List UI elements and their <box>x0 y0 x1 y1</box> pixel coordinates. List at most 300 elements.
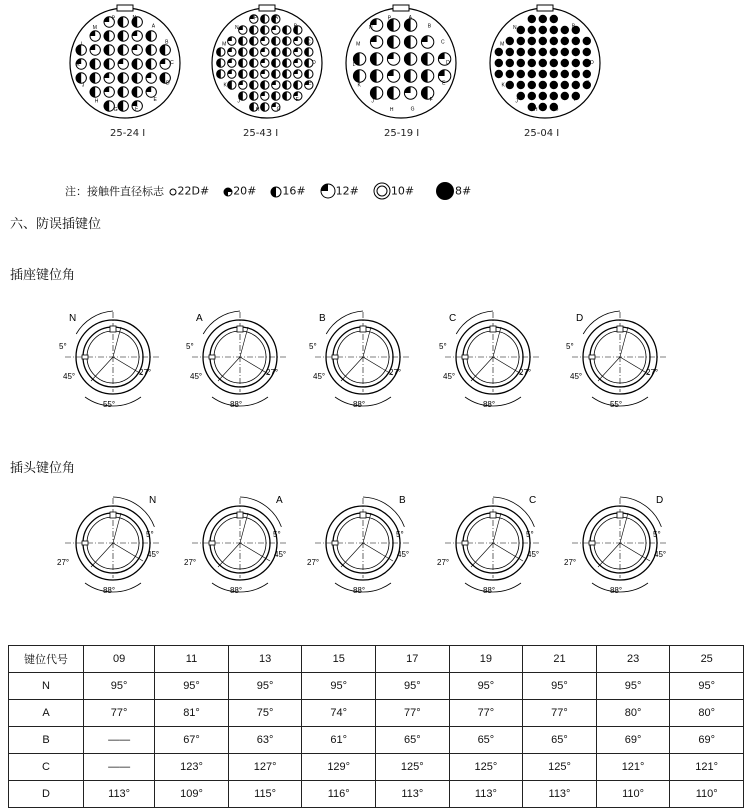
contact-pin <box>217 70 225 78</box>
left-angle: 45° <box>190 372 203 381</box>
contact-pin <box>550 70 558 78</box>
angle-cell: 65° <box>376 727 450 754</box>
pin-letter: F <box>135 106 139 113</box>
contact-pin <box>104 73 114 83</box>
angle-cell: 74° <box>302 700 376 727</box>
left-angle: 45° <box>527 550 540 559</box>
contact-pin <box>506 70 514 78</box>
contact-pin <box>90 45 100 55</box>
pin-letter: K <box>223 82 227 89</box>
pin-letter: G <box>410 106 415 113</box>
contact-pin <box>104 59 114 69</box>
contact-pin <box>495 70 503 78</box>
key-code: D <box>656 495 664 506</box>
angle-cell: 121° <box>596 754 670 781</box>
key-code: B <box>319 313 326 324</box>
angle-cell: 25 <box>670 646 744 673</box>
angle-cell: 95° <box>596 673 670 700</box>
contact-pin <box>261 26 269 34</box>
pin-letter: B <box>165 39 169 46</box>
contact-pin <box>250 70 258 78</box>
contact-pin <box>561 37 569 45</box>
contact-pin <box>528 26 536 34</box>
legend-10-icon <box>373 184 391 197</box>
small-angle: 5° <box>439 342 447 351</box>
contact-pin <box>561 92 569 100</box>
angle-cell: 116° <box>302 781 376 808</box>
legend-20-icon <box>223 185 233 198</box>
contact-pin <box>305 70 313 78</box>
key-code: B <box>399 495 406 506</box>
contact-pin <box>90 31 100 41</box>
pin-letter: J <box>515 98 518 105</box>
contact-pin <box>370 53 382 65</box>
angle-cell: 127° <box>228 754 302 781</box>
key-diagram <box>437 495 541 595</box>
contact-pin <box>261 81 269 89</box>
key-diagram <box>186 311 288 409</box>
angle-cell: 17 <box>376 646 450 673</box>
contact-pin <box>146 73 156 83</box>
left-angle: 45° <box>443 372 456 381</box>
left-angle: 45° <box>570 372 583 381</box>
pin-letter: C <box>441 39 445 46</box>
contact-pin <box>261 70 269 78</box>
key-code-cell: A <box>9 700 84 727</box>
key-diagram <box>439 311 541 409</box>
contact-pin <box>561 70 569 78</box>
contact-pin <box>239 59 247 67</box>
table-row <box>9 727 744 754</box>
pin-letter: N <box>132 14 137 21</box>
contact-pin <box>283 26 291 34</box>
contact-pin <box>370 70 382 82</box>
pin-letter: N <box>368 24 373 31</box>
contact-pin <box>261 59 269 67</box>
contact-pin <box>517 70 525 78</box>
contact-pin <box>561 26 569 34</box>
contact-pin <box>353 70 365 82</box>
left-angle: 45° <box>274 550 287 559</box>
angle-cell: 63° <box>228 727 302 754</box>
pin-letter: L <box>80 41 84 48</box>
contact-pin <box>118 31 128 41</box>
contact-pin <box>550 59 558 67</box>
small-angle: 5° <box>309 342 317 351</box>
contact-pin <box>228 81 236 89</box>
angle-cell: 95° <box>376 673 450 700</box>
contact-pin <box>517 59 525 67</box>
angle-cell: 109° <box>155 781 229 808</box>
contact-pin <box>528 70 536 78</box>
contact-pin <box>583 70 591 78</box>
contact-pin <box>132 31 142 41</box>
pin-letter: H <box>533 107 538 114</box>
contact-pin <box>283 37 291 45</box>
contact-pin <box>528 48 536 56</box>
contact-pin <box>550 48 558 56</box>
pin-letter: M <box>500 41 505 48</box>
contact-pin <box>239 26 247 34</box>
angle-cell: 115° <box>228 781 302 808</box>
bottom-angle: 55° <box>609 400 623 409</box>
angle-cell: 15 <box>302 646 376 673</box>
contact-pin <box>228 59 236 67</box>
contact-pin <box>228 37 236 45</box>
contact-pin <box>283 59 291 67</box>
contact-pin <box>539 81 547 89</box>
contact-pin <box>404 36 416 48</box>
angle-cell: 123° <box>155 754 229 781</box>
angle-cell: 95° <box>523 673 597 700</box>
contact-pin <box>539 48 547 56</box>
contact-pin <box>146 59 156 69</box>
pin-letter: J <box>81 82 85 89</box>
receptacle-title: 插座键位角 <box>10 268 76 283</box>
contact-pin <box>261 37 269 45</box>
contact-pin <box>539 59 547 67</box>
angle-cell: 95° <box>228 673 302 700</box>
pin-letter: C <box>585 39 589 46</box>
angle-cell: 77° <box>523 700 597 727</box>
small-angle: 5° <box>59 342 67 351</box>
contact-pin <box>506 48 514 56</box>
table-row <box>9 700 744 727</box>
contact-pin <box>132 73 142 83</box>
pin-letter: F <box>429 97 433 104</box>
angle-cell: 113° <box>376 781 450 808</box>
legend-12-label: 12# <box>335 184 359 198</box>
contact-pin <box>294 37 302 45</box>
contact-pin <box>528 37 536 45</box>
contact-pin <box>272 37 280 45</box>
contact-pin <box>495 48 503 56</box>
contact-pin <box>132 87 142 97</box>
angle-cell: 77° <box>449 700 523 727</box>
angle-cell: 80° <box>670 700 744 727</box>
contact-pin <box>261 48 269 56</box>
contact-pin <box>272 70 280 78</box>
table-header-row <box>9 646 744 673</box>
right-angle: 27° <box>307 558 320 567</box>
contact-pin <box>272 92 280 100</box>
bottom-angle: 88° <box>102 586 116 595</box>
pin-letter: P <box>111 15 116 22</box>
contact-pin <box>272 59 280 67</box>
contact-pin <box>550 37 558 45</box>
angle-cell: 95° <box>155 673 229 700</box>
angle-cell: —— <box>84 727 155 754</box>
pin-letter: D <box>166 80 170 87</box>
left-angle: 45° <box>397 550 410 559</box>
angle-cell: 95° <box>670 673 744 700</box>
angle-cell: 113° <box>84 781 155 808</box>
contact-pin <box>506 59 514 67</box>
legend-10-label: 10# <box>390 184 415 198</box>
contact-pin <box>250 81 258 89</box>
contact-pin <box>572 37 580 45</box>
pin-letter: E <box>586 80 590 87</box>
contact-pin <box>387 87 399 99</box>
key-code: A <box>196 313 203 324</box>
contact-pin <box>404 70 416 82</box>
contact-pin <box>517 81 525 89</box>
contact-pin <box>539 15 547 23</box>
contact-pin <box>118 17 128 27</box>
key-code: N <box>69 313 77 324</box>
legend-8-label: 8# <box>455 184 472 198</box>
angle-cell: 11 <box>155 646 229 673</box>
key-code: D <box>576 313 584 324</box>
layout-label: 25-43 I <box>243 128 279 139</box>
contact-pin <box>583 48 591 56</box>
contact-pin <box>550 81 558 89</box>
contact-pin <box>250 37 258 45</box>
angle-cell: 67° <box>155 727 229 754</box>
contact-pin <box>118 87 128 97</box>
contact-pin <box>572 81 580 89</box>
contact-legend <box>65 181 471 201</box>
angle-cell: 129° <box>302 754 376 781</box>
key-diagram <box>57 495 161 595</box>
table-row <box>9 673 744 700</box>
contact-pin <box>261 103 269 111</box>
pin-letter: D <box>590 59 594 66</box>
left-angle: 45° <box>654 550 667 559</box>
angle-cell: 113° <box>449 781 523 808</box>
pin-letter: H <box>255 107 260 114</box>
small-angle: 5° <box>653 530 661 539</box>
pin-letter: G <box>554 106 559 113</box>
contact-pin <box>421 53 433 65</box>
right-angle: 27° <box>646 368 659 377</box>
section-title: 六、防误插键位 <box>10 217 102 232</box>
pin-letter: A <box>552 14 557 21</box>
key-diagram <box>564 495 668 595</box>
key-code: A <box>276 495 283 506</box>
angle-cell: 09 <box>84 646 155 673</box>
contact-pin <box>132 45 142 55</box>
angle-cell: 77° <box>84 700 155 727</box>
contact-pin <box>283 92 291 100</box>
contact-pin <box>528 81 536 89</box>
contact-pin <box>517 26 525 34</box>
contact-pin <box>294 81 302 89</box>
contact-pin <box>387 70 399 82</box>
legend-16-label: 16# <box>282 184 306 198</box>
right-angle: 27° <box>564 558 577 567</box>
key-code: N <box>149 495 157 506</box>
key-code-cell: 键位代号 <box>9 646 84 673</box>
layout-diagram <box>346 5 456 118</box>
pin-letter: N <box>512 24 517 31</box>
pin-letter: L <box>352 62 356 69</box>
angle-cell: 69° <box>596 727 670 754</box>
right-angle: 27° <box>519 368 532 377</box>
angle-cell: —— <box>84 754 155 781</box>
contact-pin <box>294 59 302 67</box>
contact-pin <box>104 87 114 97</box>
contact-pin <box>572 48 580 56</box>
bottom-angle: 55° <box>102 400 116 409</box>
contact-pin <box>305 48 313 56</box>
small-angle: 5° <box>526 530 534 539</box>
contact-pin <box>283 81 291 89</box>
key-diagram <box>59 311 161 409</box>
key-code-cell: D <box>9 781 84 808</box>
small-angle: 5° <box>396 530 404 539</box>
pin-letter: K <box>501 82 505 89</box>
contact-pin <box>272 81 280 89</box>
layout-label: 25-04 I <box>524 128 560 139</box>
contact-pin <box>506 81 514 89</box>
key-diagram <box>566 311 668 409</box>
contact-pin <box>294 48 302 56</box>
pin-letter: L <box>496 62 500 69</box>
key-code-cell: B <box>9 727 84 754</box>
angle-cell: 69° <box>670 727 744 754</box>
contact-pin <box>387 53 399 65</box>
pin-letter: K <box>76 62 80 69</box>
contact-pin <box>272 26 280 34</box>
contact-pin <box>118 45 128 55</box>
layout-diagram <box>212 5 322 118</box>
key-angle-table <box>8 645 744 808</box>
contact-pin <box>272 48 280 56</box>
legend-12-icon <box>320 184 336 197</box>
pin-letter: L <box>218 62 222 69</box>
pin-letter: N <box>234 24 239 31</box>
contact-pin <box>228 48 236 56</box>
left-angle: 45° <box>147 550 160 559</box>
angle-cell: 23 <box>596 646 670 673</box>
contact-pin <box>228 70 236 78</box>
contact-pin <box>561 59 569 67</box>
contact-pin <box>118 101 128 111</box>
pin-letter: D <box>312 59 316 66</box>
contact-pin <box>250 92 258 100</box>
contact-pin <box>239 70 247 78</box>
pin-letter: A <box>274 14 279 21</box>
contact-pin <box>146 87 156 97</box>
contact-pin <box>539 70 547 78</box>
pin-letter: E <box>153 97 157 104</box>
table-row <box>9 781 744 808</box>
pin-letter: E <box>308 80 312 87</box>
angle-cell: 80° <box>596 700 670 727</box>
right-angle: 27° <box>389 368 402 377</box>
right-angle: 27° <box>139 368 152 377</box>
pin-letter: F <box>573 97 577 104</box>
small-angle: 5° <box>273 530 281 539</box>
pin-letter: M <box>92 24 97 31</box>
angle-cell: 95° <box>84 673 155 700</box>
legend-20-label: 20# <box>233 184 257 198</box>
contact-pin <box>539 37 547 45</box>
contact-pin <box>90 73 100 83</box>
contact-pin <box>539 92 547 100</box>
pin-letter: P <box>253 15 258 22</box>
contact-pin <box>561 48 569 56</box>
legend-16-icon <box>270 185 282 198</box>
angle-cell: 110° <box>596 781 670 808</box>
contact-pin <box>118 59 128 69</box>
angle-cell: 19 <box>449 646 523 673</box>
contact-pin <box>528 92 536 100</box>
key-code: C <box>529 495 537 506</box>
contact-pin <box>250 59 258 67</box>
contact-pin <box>239 81 247 89</box>
contact-pin <box>572 59 580 67</box>
pin-letter: A <box>151 23 156 30</box>
contact-pin <box>572 70 580 78</box>
contact-pin <box>250 26 258 34</box>
legend-22d-icon <box>168 185 178 198</box>
contact-pin <box>283 70 291 78</box>
contact-pin <box>261 92 269 100</box>
contact-pin <box>404 53 416 65</box>
bottom-angle: 88° <box>482 400 496 409</box>
legend-prefix: 注：接触件直径标志 <box>65 185 164 198</box>
bottom-angle: 88° <box>352 400 366 409</box>
left-angle: 45° <box>313 372 326 381</box>
contact-pin <box>132 59 142 69</box>
pin-letter: A <box>408 14 413 21</box>
angle-cell: 110° <box>670 781 744 808</box>
contact-pin <box>118 73 128 83</box>
pin-letter: M <box>222 41 227 48</box>
angle-cell: 13 <box>228 646 302 673</box>
key-code-cell: N <box>9 673 84 700</box>
layout-label: 25-24 I <box>110 128 146 139</box>
small-angle: 5° <box>186 342 194 351</box>
small-angle: 5° <box>146 530 154 539</box>
pin-letter: C <box>170 59 174 66</box>
contact-pin <box>160 45 170 55</box>
angle-cell: 61° <box>302 727 376 754</box>
pin-letter: B <box>293 23 298 30</box>
contact-pin <box>239 48 247 56</box>
contact-pin <box>160 59 170 69</box>
pin-letter: G <box>113 107 118 114</box>
contact-pin <box>104 31 114 41</box>
contact-pin <box>387 36 399 48</box>
contact-pin <box>261 15 269 23</box>
contact-pin <box>146 31 156 41</box>
right-angle: 27° <box>57 558 70 567</box>
contact-pin <box>404 87 416 99</box>
angle-cell: 125° <box>449 754 523 781</box>
angle-cell: 95° <box>302 673 376 700</box>
contact-pin <box>370 36 382 48</box>
bottom-angle: 88° <box>352 586 366 595</box>
contact-pin <box>294 70 302 78</box>
pin-letter: E <box>442 80 446 87</box>
pin-letter: P <box>387 15 392 22</box>
contact-pin <box>550 26 558 34</box>
contact-pin <box>250 48 258 56</box>
contact-pin <box>528 59 536 67</box>
contact-pin <box>421 70 433 82</box>
contact-pin <box>90 87 100 97</box>
contact-pin <box>217 48 225 56</box>
pin-letter: J <box>237 98 240 105</box>
layout-diagram <box>490 5 600 118</box>
angle-cell: 65° <box>449 727 523 754</box>
angle-cell: 113° <box>523 781 597 808</box>
key-code: C <box>449 313 457 324</box>
pin-letter: B <box>427 23 432 30</box>
